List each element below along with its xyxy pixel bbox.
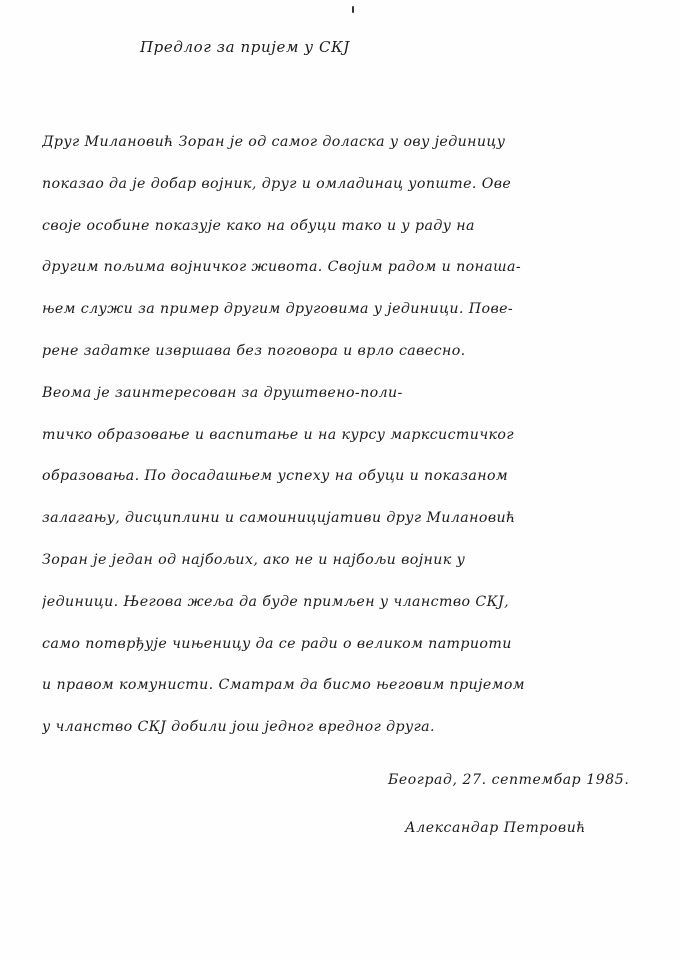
body-line: рене задатке извршава без поговора и врло савесно. (42, 342, 466, 359)
date-line: Београд, 27. септембар 1985. (388, 772, 630, 788)
ink-mark (352, 6, 354, 13)
body-line: показао да је добар војник, друг и омладинац уопште. Ове (42, 175, 512, 192)
body-line: њем служи за пример другим друговима у јединици. Пове- (42, 301, 514, 318)
letter-body (42, 128, 657, 755)
body-line: Веома је заинтересован за друштвено-поли- (42, 384, 403, 401)
body-line: само потврђује чињеницу да се ради о великом патриоти (42, 635, 512, 652)
body-line: у чланство СКЈ добили још једног вредног друга. (42, 719, 435, 736)
body-line: залагању, дисциплини и самоиницијативи друг Милановић (42, 510, 516, 527)
signature: Александар Петровић (405, 820, 586, 836)
body-line: јединици. Његова жеља да буде примљен у чланство СКЈ, (42, 593, 509, 610)
body-line: и правом комунисти. Сматрам да бисмо његовим пријемом (42, 677, 525, 694)
letter-title: Предлог за пријем у СКЈ (140, 38, 350, 56)
body-line: Друг Милановић Зоран је од самог доласка у ову јединицу (42, 134, 506, 150)
body-line: Зоран је један од најбољих, ако не и најбољи војник у (42, 551, 466, 568)
body-line: своје особине показује како на обуци тако и у раду на (42, 217, 475, 234)
body-line: образовања. По досадашњем успеху на обуци и показаном (42, 468, 509, 485)
body-line: тичко образовање и васпитање и на курсу марксистичког (42, 426, 514, 443)
body-line: другим пољима војничког живота. Својим радом и понаша- (42, 259, 522, 276)
